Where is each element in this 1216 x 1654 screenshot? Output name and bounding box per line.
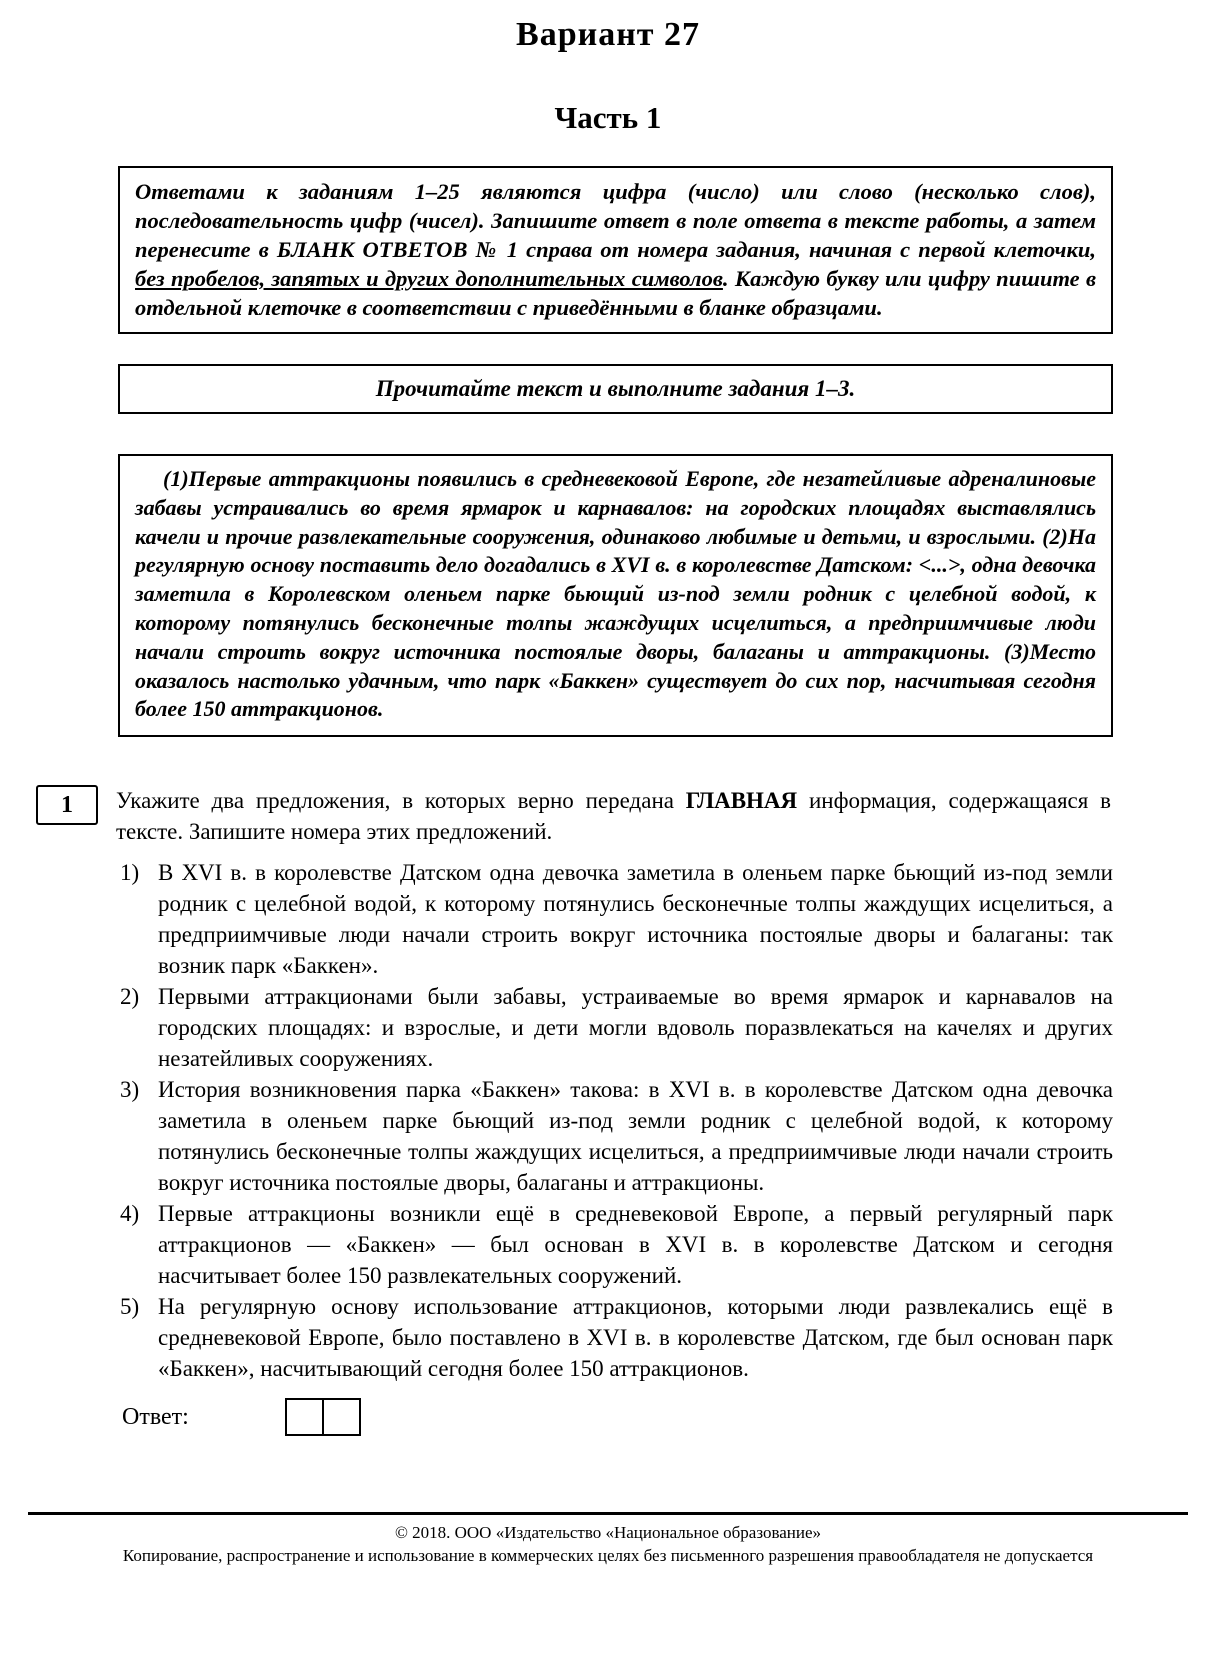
answer-cell[interactable] — [285, 1398, 324, 1436]
option-text: История возникновения парка «Баккен» такова: в XVI в. в королевстве Датском одна девочка заметила в оленьем парке бьющий из-под земли родник с целебной водой, к которому потянулись бесконечные толпы жаждущих исцелиться, а предприимчивые люди начали строить вокруг источника постоялые дворы, балаганы и аттракционы. — [158, 1077, 1113, 1196]
option-item — [120, 1074, 1113, 1198]
part-title: Часть 1 — [554, 100, 662, 135]
question-text-before: Укажите два предложения, в которых верно передана — [116, 788, 686, 814]
answer-sheet-name: БЛАНК ОТВЕТОВ № 1 — [276, 237, 519, 262]
question-1 — [0, 785, 1216, 847]
question-emphasis: ГЛАВНАЯ — [685, 788, 798, 814]
question-text — [116, 785, 1111, 847]
option-text: В XVI в. в королевстве Датском одна девочка заметила в оленьем парке бьющий из-под земли родник с целебной водой, к которому потянулись бесконечные толпы жаждущих исцелиться, а предприимчивые люди начали строить вокруг источника постоялые дворы и балаганы: так возник парк «Баккен». — [158, 860, 1113, 979]
option-item — [120, 981, 1113, 1074]
instructions-text-before: Ответами к заданиям 1–25 являются цифра (число) или слово (несколько слов), последовательность цифр (чисел). Запишите ответ в поле ответа в тексте работы, а затем перенесите в — [135, 179, 1096, 262]
option-text: На регулярную основу использование аттракционов, которыми люди развлекались ещё в средневековой Европе, было поставлено в XVI в. в королевстве Датском, где был основан парк «Баккен», насчитывающий сегодня более 150 аттракционов. — [158, 1294, 1113, 1382]
answer-row — [122, 1398, 1216, 1436]
option-item — [120, 857, 1113, 981]
option-number: 1) — [120, 860, 140, 886]
option-item — [120, 1198, 1113, 1291]
option-number: 5) — [120, 1294, 140, 1320]
read-prompt-text: Прочитайте текст и выполните задания 1–3. — [375, 376, 856, 401]
option-number: 2) — [120, 984, 140, 1010]
option-number: 4) — [120, 1201, 140, 1227]
answer-label: Ответ: — [122, 1403, 189, 1430]
option-item — [120, 1291, 1113, 1384]
question-text-after: информация, содержащаяся в тексте. Запишите номера этих предложений. — [116, 788, 1111, 845]
instructions-underlined-phrase: без пробелов, запятых и других дополнительных символов — [135, 266, 723, 291]
instructions-box — [118, 166, 1113, 334]
passage-text: (1)Первые аттракционы появились в средневековой Европе, где незатейливые адреналиновые забавы устраивались во время ярмарок и карнавалов: на городских площадях выставлялись качели и прочие развлекательные сооружения, одинаково любимые и детьми, и взрослыми. (2)На регулярную основу поставить дело догадались в XVI в. в королевстве Датском: <...>, одна девочка заметила в Королевском оленьем парке бьющий из-под земли родник с целебной водой, к которому потянулись бесконечные толпы жаждущих исцелиться, а предприимчивые люди начали строить вокруг источника постоялые дворы, балаганы и аттракционы. (3)Место оказалось настолько удачным, что парк «Баккен» существует до сих пор, насчитывая сегодня более 150 аттракционов. — [135, 466, 1096, 722]
instructions-text-after: . Каждую букву или цифру пишите в отдельной клеточке в соответствии с приведёнными в бланке образцами. — [135, 266, 1096, 320]
options-list — [120, 857, 1113, 1384]
copyright-line: © 2018. ООО «Издательство «Национальное образование» — [394, 1523, 822, 1542]
option-text: Первыми аттракционами были забавы, устраиваемые во время ярмарок и карнавалов на городских площадях: и взрослые, и дети могли вдоволь поразвлекаться на качелях и других незатейливых сооружениях. — [158, 984, 1113, 1072]
footer-rule — [28, 1512, 1188, 1515]
variant-title: Вариант 27 — [516, 16, 700, 53]
notice-line: Копирование, распространение и использование в коммерческих целях без письменного разрешения правообладателя не допускается — [122, 1546, 1094, 1565]
read-prompt-box — [118, 364, 1113, 414]
option-text: Первые аттракционы возникли ещё в средневековой Европе, а первый регулярный парк аттракционов — «Баккен» — был основан в XVI в. в королевстве Датском и сегодня насчитывает более 150 развлекательных сооружений. — [158, 1201, 1113, 1289]
page-footer — [0, 1512, 1216, 1566]
instructions-text-mid: справа от номера задания, начиная с первой клеточки, — [518, 237, 1096, 262]
passage-box — [118, 454, 1113, 737]
answer-cells — [285, 1398, 361, 1436]
answer-cell[interactable] — [322, 1398, 361, 1436]
option-number: 3) — [120, 1077, 140, 1103]
question-number-box: 1 — [36, 785, 98, 825]
